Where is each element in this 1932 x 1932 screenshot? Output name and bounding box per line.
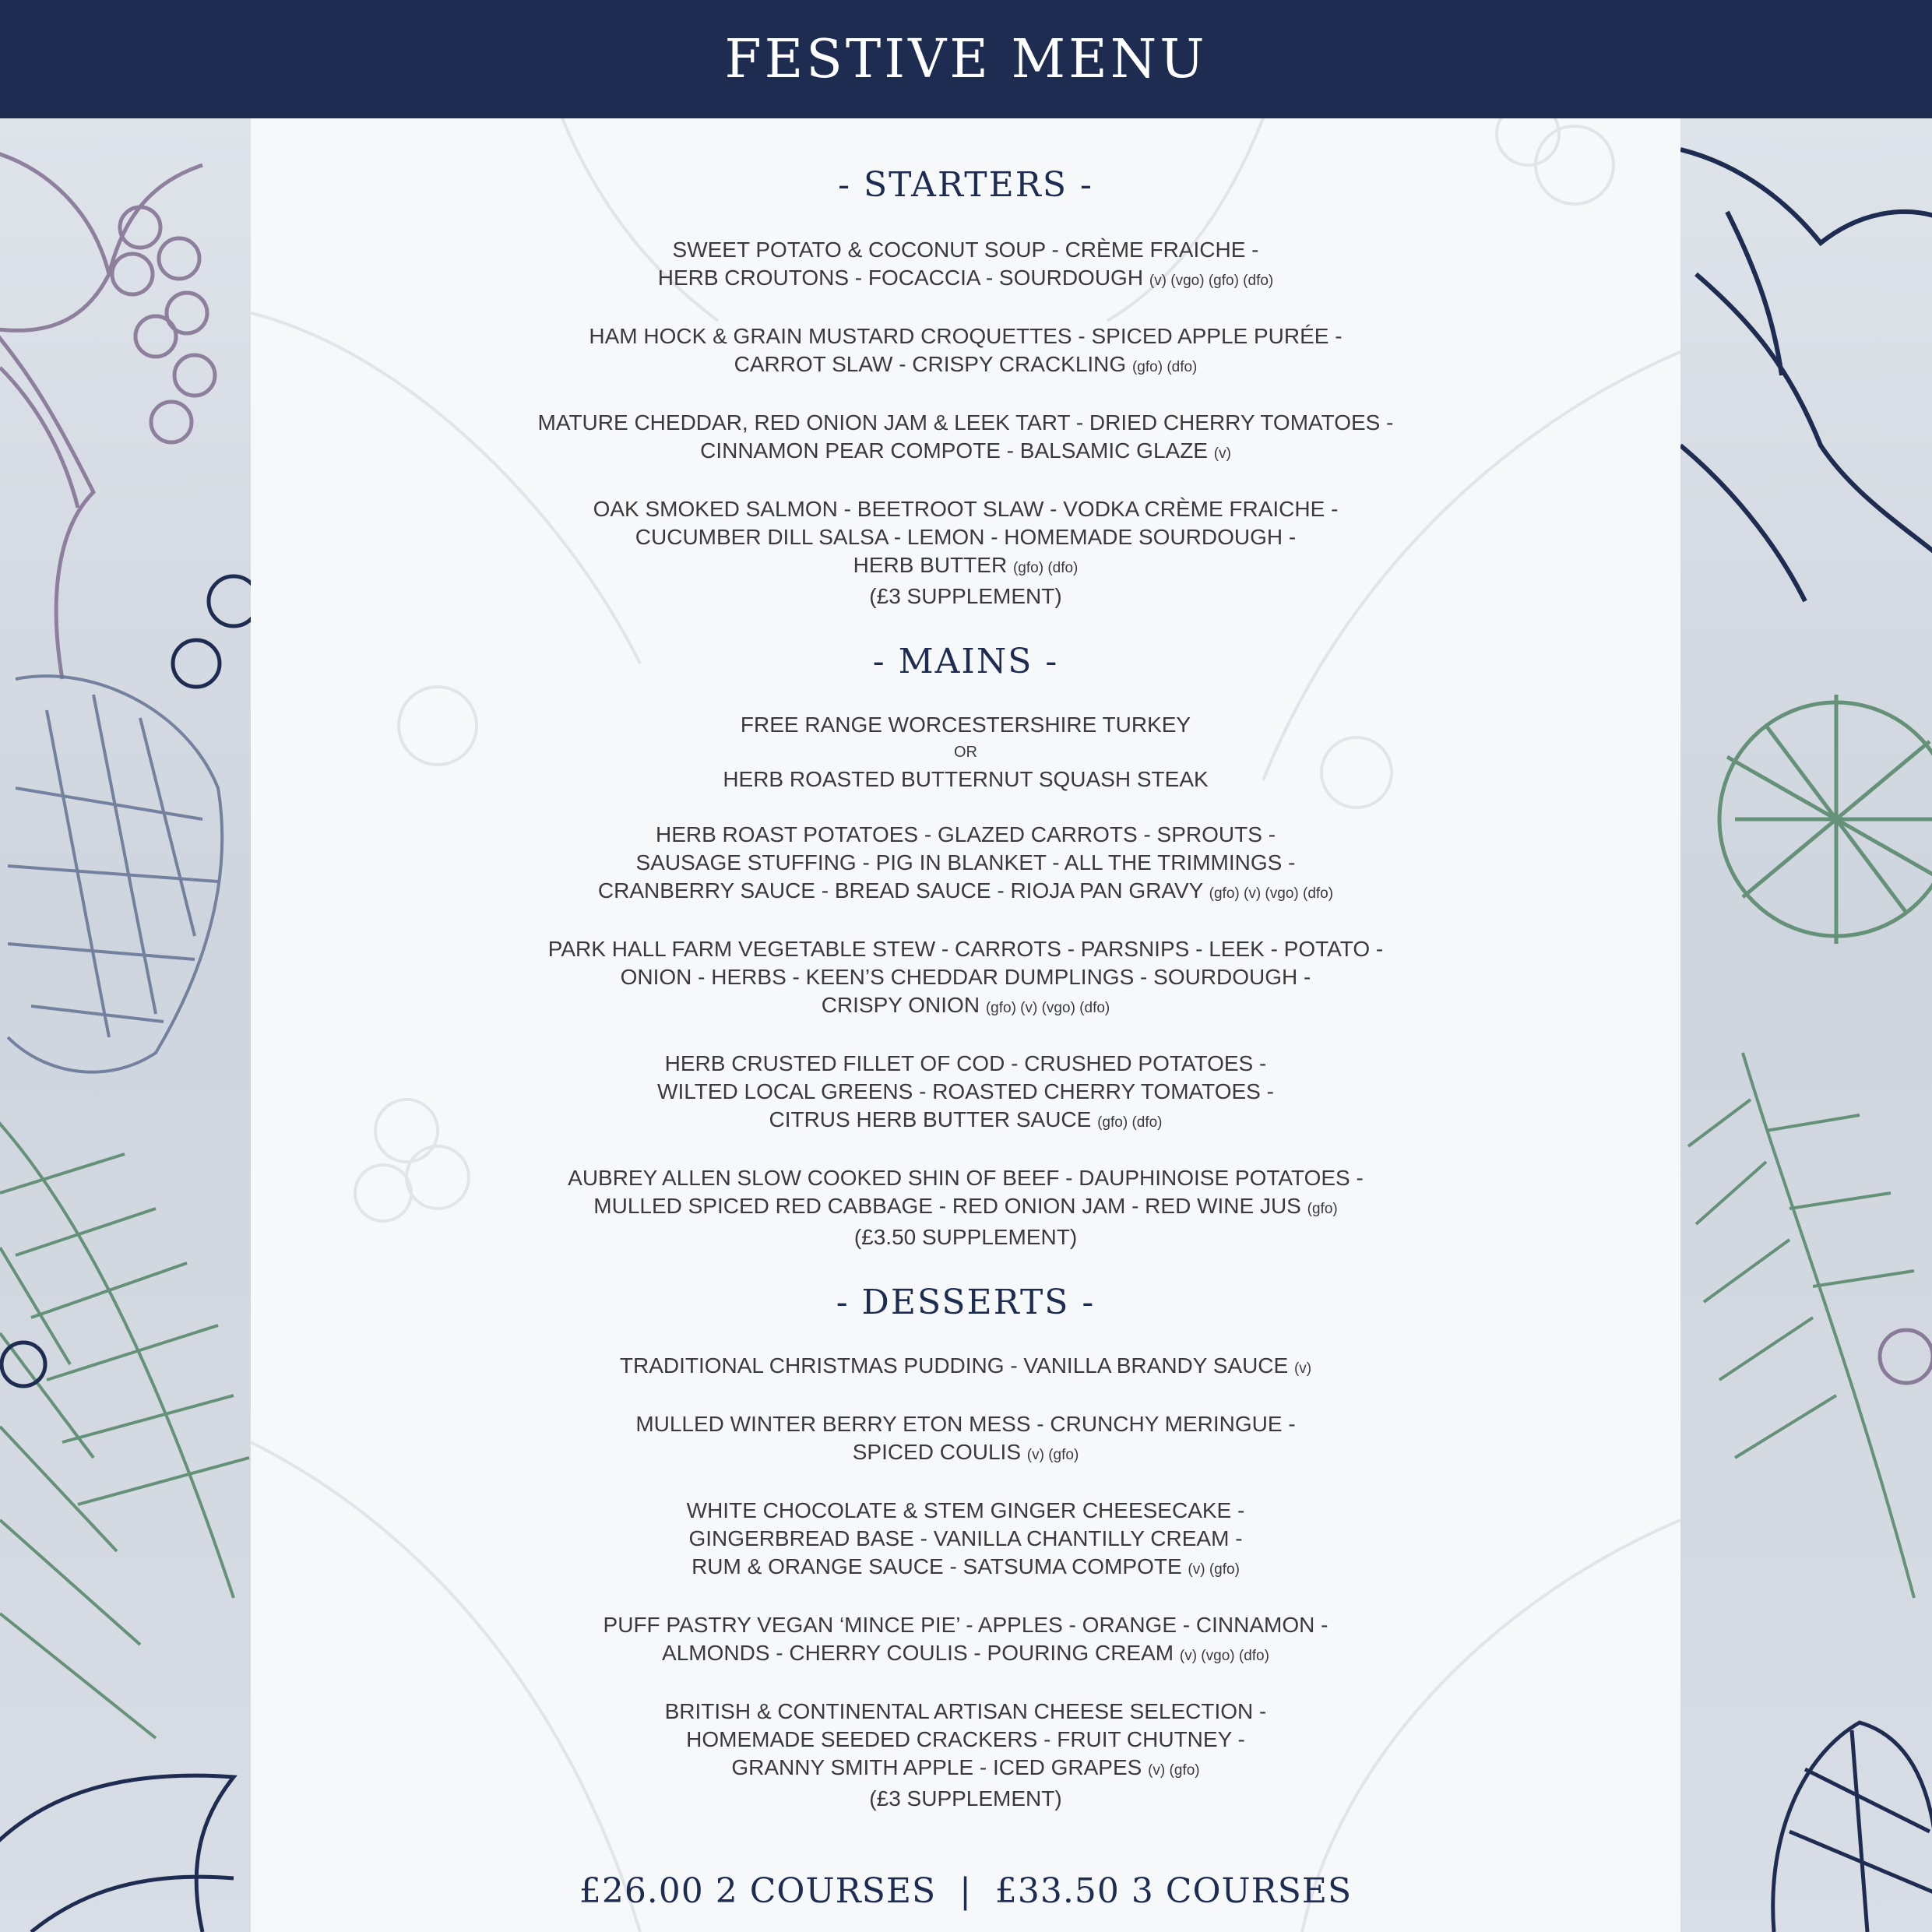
dish-text: HERB CROUTONS - FOCACCIA - SOURDOUGH (657, 266, 1144, 290)
menu-item-line (251, 849, 1680, 877)
dish-text: MULLED WINTER BERRY ETON MESS - CRUNCHY MERINGUE - (635, 1412, 1296, 1436)
menu-item (251, 1698, 1680, 1813)
dish-text: BRITISH & CONTINENTAL ARTISAN CHEESE SELECTION - (664, 1699, 1267, 1723)
main-choice-or: OR (954, 744, 977, 761)
menu-item-line (251, 1525, 1680, 1553)
menu-item-line (251, 935, 1680, 963)
menu-item-line (251, 350, 1680, 382)
menu-item-line (251, 264, 1680, 295)
menu-item-line (251, 1050, 1680, 1078)
menu-item-line (251, 1078, 1680, 1106)
dish-text: ALMONDS - CHERRY COULIS - POURING CREAM (662, 1641, 1174, 1665)
menu-item-line (251, 1410, 1680, 1438)
dish-text: ONION - HERBS - KEEN’S CHEDDAR DUMPLINGS - SOURDOUGH - (620, 965, 1311, 989)
menu-item-line (251, 523, 1680, 551)
menu-item-line (251, 1192, 1680, 1223)
dish-text: CINNAMON PEAR COMPOTE - BALSAMIC GLAZE (700, 438, 1208, 463)
berries-icon (173, 576, 251, 687)
dietary-tags: (gfo) (v) (vgo) (dfo) (985, 1000, 1110, 1016)
dish-text: WHITE CHOCOLATE & STEM GINGER CHEESECAKE - (686, 1498, 1245, 1522)
menu-item (251, 1611, 1680, 1670)
menu-item-line (251, 1726, 1680, 1754)
menu-item (251, 1352, 1680, 1383)
menu-header (0, 0, 1932, 118)
dish-text: (£3 SUPPLEMENT) (869, 1786, 1062, 1811)
menu-item (251, 1497, 1680, 1584)
main-choice (251, 711, 1680, 794)
holly-icon (0, 1343, 234, 1932)
menu-content (251, 118, 1680, 1911)
menu-item-line (251, 1698, 1680, 1726)
menu-item-line (251, 551, 1680, 582)
menu-item-line (251, 437, 1680, 468)
dish-text: CRISPY ONION (821, 993, 980, 1017)
dish-text: (£3 SUPPLEMENT) (869, 584, 1062, 608)
dish-text: SWEET POTATO & COCONUT SOUP - CRÈME FRAICHE - (672, 238, 1259, 262)
dish-text: AUBREY ALLEN SLOW COOKED SHIN OF BEEF - DAUPHINOISE POTATOES - (568, 1166, 1364, 1190)
menu-item-line (251, 322, 1680, 350)
dietary-tags: (gfo) (dfo) (1097, 1114, 1163, 1131)
pine-branch-icon (1688, 1053, 1914, 1598)
menu-panel (251, 118, 1680, 1932)
menu-item (251, 821, 1680, 908)
main-choice-second: HERB ROASTED BUTTERNUT SQUASH STEAK (723, 767, 1209, 791)
right-botanical-illustration (1680, 118, 1932, 1932)
pine-branch-icon (0, 1115, 249, 1738)
dish-text: TRADITIONAL CHRISTMAS PUDDING - VANILLA BRANDY SAUCE (619, 1353, 1289, 1378)
dish-text: HOMEMADE SEEDED CRACKERS - FRUIT CHUTNEY - (686, 1727, 1245, 1751)
left-decorative-border (0, 118, 251, 1932)
desserts-heading: - DESSERTS - (836, 1283, 1096, 1322)
menu-item-line (251, 1438, 1680, 1469)
menu-item (251, 935, 1680, 1022)
dish-text: HAM HOCK & GRAIN MUSTARD CROQUETTES - SPICED APPLE PURÉE - (589, 324, 1343, 348)
menu-item-line (251, 877, 1680, 908)
price-line: £26.00 2 COURSES | £33.50 3 COURSES (579, 1871, 1353, 1911)
dish-text: SPICED COULIS (852, 1440, 1021, 1464)
dish-text: OAK SMOKED SALMON - BEETROOT SLAW - VODKA CRÈME FRAICHE - (593, 497, 1339, 521)
menu-item (251, 236, 1680, 295)
pinecone-icon (8, 676, 222, 1072)
dietary-tags: (v) (1293, 1360, 1312, 1377)
menu-item-line (251, 1639, 1680, 1670)
menu-item-line (251, 1553, 1680, 1584)
starters-heading: - STARTERS - (838, 165, 1093, 205)
dietary-tags: (v) (1213, 445, 1231, 462)
dietary-tags: (gfo) (v) (vgo) (dfo) (1209, 885, 1334, 902)
berries-icon (1880, 1330, 1932, 1383)
menu-item-line (251, 1164, 1680, 1192)
dietary-tags: (gfo) (dfo) (1012, 560, 1079, 576)
dietary-tags: (v) (gfo) (1188, 1561, 1240, 1578)
pinecone-icon (1719, 695, 1932, 944)
menu-item-line (251, 1223, 1680, 1251)
menu-item-line (251, 1754, 1680, 1785)
mains-heading: - MAINS - (872, 642, 1059, 681)
menu-item (251, 322, 1680, 382)
dish-text: RUM & ORANGE SAUCE - SATSUMA COMPOTE (692, 1554, 1182, 1578)
dietary-tags: (v) (gfo) (1026, 1447, 1079, 1463)
dish-text: MULLED SPICED RED CABBAGE - RED ONION JAM - RED WINE JUS (593, 1194, 1301, 1218)
menu-title: FESTIVE MENU (724, 28, 1208, 90)
menu-item-line (251, 821, 1680, 849)
dish-text: PARK HALL FARM VEGETABLE STEW - CARROTS - PARSNIPS - LEEK - POTATO - (547, 937, 1384, 961)
dish-text: MATURE CHEDDAR, RED ONION JAM & LEEK TART - DRIED CHERRY TOMATOES - (537, 410, 1394, 435)
right-decorative-border (1680, 118, 1932, 1932)
left-botanical-illustration (0, 118, 251, 1932)
menu-item-line (251, 236, 1680, 264)
menu-item-line (251, 1106, 1680, 1137)
menu-item (251, 1164, 1680, 1251)
menu-item-line (251, 1785, 1680, 1813)
menu-item-line (251, 1611, 1680, 1639)
dish-text: SAUSAGE STUFFING - PIG IN BLANKET - ALL THE TRIMMINGS - (635, 850, 1296, 875)
main-choice-first: FREE RANGE WORCESTERSHIRE TURKEY (740, 713, 1191, 737)
dish-text: PUFF PASTRY VEGAN ‘MINCE PIE’ - APPLES - ORANGE - CINNAMON - (603, 1613, 1328, 1637)
pinecone-icon (1773, 1723, 1932, 1932)
dietary-tags: (v) (gfo) (1148, 1762, 1200, 1779)
dish-text: HERB BUTTER (853, 553, 1008, 577)
menu-item-line (251, 409, 1680, 437)
menu-item-line (251, 1352, 1680, 1383)
dietary-tags: (gfo) (1307, 1201, 1338, 1217)
menu-item-line (251, 495, 1680, 523)
menu-item-line (251, 963, 1680, 991)
dietary-tags: (v) (vgo) (dfo) (1179, 1648, 1269, 1664)
dish-text: HERB ROAST POTATOES - GLAZED CARROTS - SPROUTS - (655, 822, 1276, 846)
dish-text: (£3.50 SUPPLEMENT) (853, 1225, 1078, 1249)
dish-text: CITRUS HERB BUTTER SAUCE (769, 1107, 1092, 1131)
menu-item-line (251, 582, 1680, 611)
dish-text: CUCUMBER DILL SALSA - LEMON - HOMEMADE SOURDOUGH - (635, 525, 1297, 549)
holly-icon (0, 150, 215, 679)
holly-icon (1680, 150, 1932, 601)
dietary-tags: (v) (vgo) (gfo) (dfo) (1149, 273, 1274, 289)
menu-item-line (251, 1497, 1680, 1525)
dish-text: CARROT SLAW - CRISPY CRACKLING (734, 352, 1127, 376)
dish-text: WILTED LOCAL GREENS - ROASTED CHERRY TOMATOES - (657, 1079, 1274, 1103)
dish-text: CRANBERRY SAUCE - BREAD SAUCE - RIOJA PAN GRAVY (597, 878, 1203, 903)
dish-text: GRANNY SMITH APPLE - ICED GRAPES (731, 1755, 1142, 1779)
dish-text: GINGERBREAD BASE - VANILLA CHANTILLY CREAM - (688, 1526, 1243, 1550)
menu-item (251, 495, 1680, 611)
dietary-tags: (gfo) (dfo) (1131, 359, 1198, 375)
menu-item (251, 1050, 1680, 1137)
menu-item-line (251, 991, 1680, 1022)
menu-item (251, 1410, 1680, 1469)
dish-text: HERB CRUSTED FILLET OF COD - CRUSHED POTATOES - (664, 1051, 1267, 1075)
menu-item (251, 409, 1680, 468)
